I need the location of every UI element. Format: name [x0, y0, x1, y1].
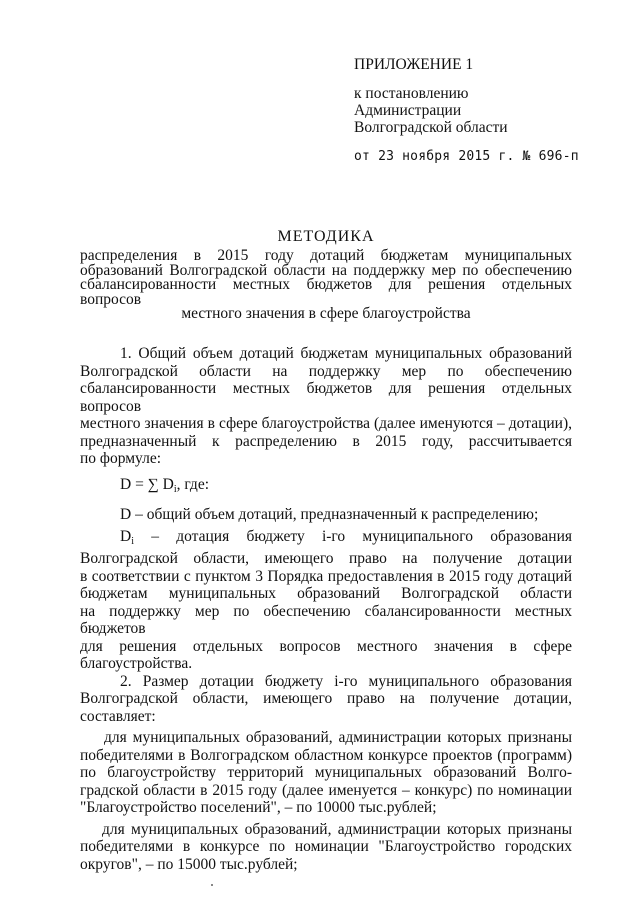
definition-di: $D_i$ – дотация бюджету i-го муниципального образования — [120, 527, 572, 547]
paragraph-line: предназначенный к распределению в 2015 году, рассчитывается — [80, 432, 572, 450]
paragraph-line: бюджетам муниципальных образований Волгоградской области — [80, 585, 572, 602]
document-body — [80, 345, 572, 873]
paragraph-line: для решения отдельных вопросов местного значения в сфере — [80, 637, 572, 655]
subtitle-line: сбалансированности местных бюджетов для решения отдельных вопросов — [80, 276, 572, 308]
paragraph-line: градской области в 2015 году (далее именуется – конкурс) по номинации — [80, 781, 572, 799]
annex-line: к постановлению — [354, 85, 469, 102]
paragraph-line: округов", – по 15000 тыс.рублей; — [80, 855, 298, 873]
paragraph-line: победителями в Волгоградском областном конкурсе проектов (программ) — [80, 746, 572, 764]
document-subtitle — [80, 249, 572, 322]
annex-header — [354, 56, 594, 165]
paragraph-line: по благоустройству территорий муниципальных образований Волго- — [80, 764, 572, 781]
paragraph-line: сбалансированности местных бюджетов для решения отдельных вопросов — [80, 380, 572, 415]
scan-speck — [211, 884, 213, 886]
paragraph-line: Волгоградской области на поддержку мер по обеспечению — [80, 362, 572, 380]
paragraph-line: для муниципальных образований, администрации которых признаны — [102, 820, 572, 838]
paragraph-line: в соответствии с пунктом 3 Порядка предоставления в 2015 году дотаций — [80, 567, 572, 585]
paragraph-line: на поддержку мер по обеспечению сбалансированности местных бюджетов — [80, 602, 572, 637]
definition-d: D – общий объем дотаций, предназначенный к распределению; — [120, 506, 539, 523]
paragraph-line: 2. Размер дотации бюджету i-го муниципального образования — [120, 672, 572, 690]
paragraph-line: победителями в конкурсе по номинации "Благоустройство городских — [80, 838, 572, 855]
annex-title: ПРИЛОЖЕНИЕ 1 — [354, 56, 474, 73]
annex-line: Администрации — [354, 102, 462, 119]
formula: D = ∑ $D_i$, где: — [120, 475, 210, 495]
subtitle-line: распределения в 2015 году дотаций бюджетам муниципальных — [80, 247, 572, 264]
paragraph-line: благоустройства. — [80, 655, 193, 672]
paragraph-line: Волгоградской области, имеющего право на получение дотации — [80, 550, 572, 567]
subtitle-line: образований Волгоградской области на поддержку мер по обеспечению — [80, 261, 572, 279]
paragraph-line: 1. Общий объем дотаций бюджетам муниципальных образований — [120, 345, 572, 362]
paragraph-line: "Благоустройство поселений", – по 10000 тыс.рублей; — [80, 799, 437, 816]
paragraph-line: по формуле: — [80, 450, 162, 467]
paragraph-line: Волгоградской области, имеющего право на получение дотации, — [80, 690, 572, 707]
subtitle-line: местного значения в сфере благоустройства — [181, 305, 471, 322]
annex-date: от 23 ноября 2015 г. № 696-п — [354, 149, 579, 164]
paragraph-line: для муниципальных образований, администрации которых признаны — [104, 729, 572, 746]
document-title: МЕТОДИКА — [277, 228, 375, 245]
paragraph-line: составляет: — [80, 707, 156, 725]
annex-line: Волгоградской области — [354, 119, 508, 136]
paragraph-line: местного значения в сфере благоустройства (далее именуются – дотации), — [80, 415, 572, 432]
